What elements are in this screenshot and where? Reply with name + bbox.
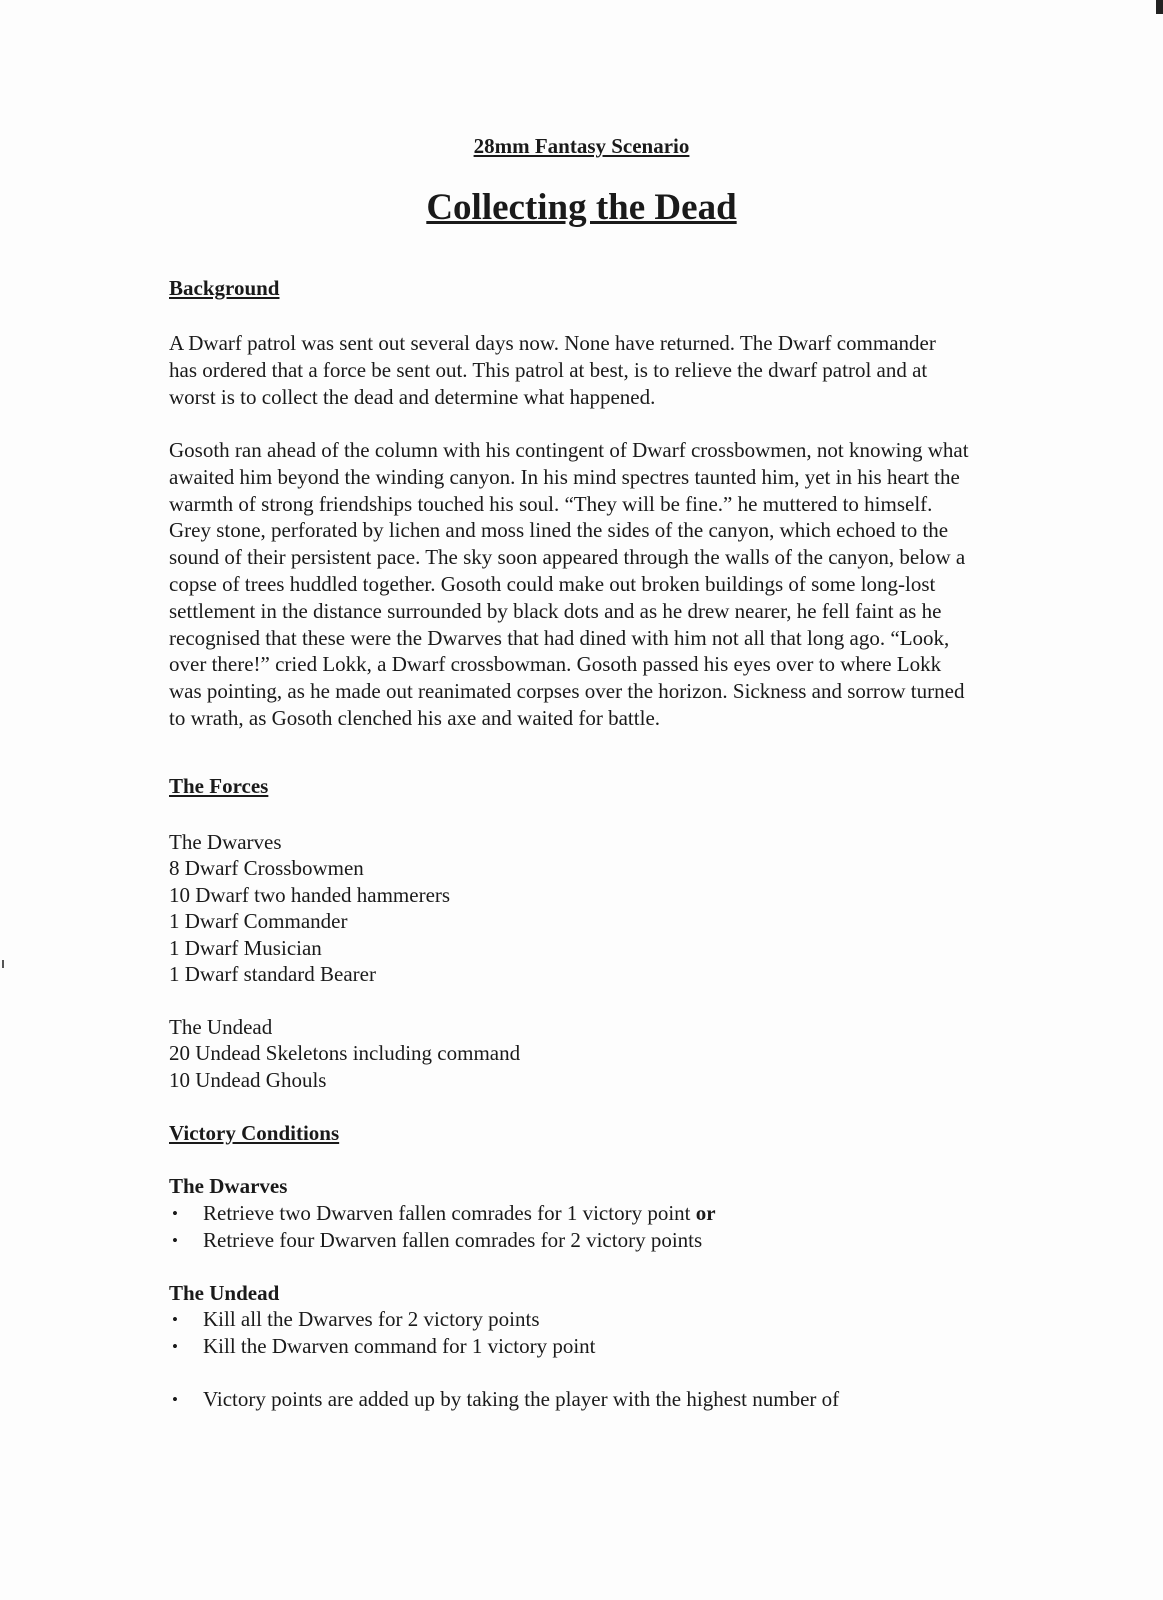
bullet-text: Kill the Dwarven command for 1 victory point [203, 1334, 596, 1358]
forces-dwarves-title: The Dwarves [169, 830, 282, 854]
background-paragraph-2: Gosoth ran ahead of the column with his contingent of Dwarf crossbowmen, not knowing what awaited him beyond the winding canyon. In his mind spectres taunted him, yet in his heart the warmth of strong friendships touched his soul. “They will be fine.” he muttered to himself. Grey stone, perforated by lichen and moss lined the sides of the canyon, which echoed to the sound of their persistent pace. The sky soon appeared through the walls of the canyon, below a copse of trees huddled together. Gosoth could make out broken buildings of some long-lost settlement in the distance surrounded by black dots and as he drew nearer, he fell faint as he recognised that these were the Dwarves that had dined with him not all that long ago. “Look, over there!” cried Lokk, a Dwarf crossbowman. Gosoth passed his eyes over to where Lokk was pointing, as he made out reanimated corpses over the horizon. Sickness and sorrow turned to wrath, as Gosoth clenched his axe and waited for battle. [169, 438, 969, 730]
section-heading-forces: The Forces [169, 774, 269, 798]
background-paragraph-1: A Dwarf patrol was sent out several days now. None have returned. The Dwarf commander has ordered that a force be sent out. This patrol at best, is to relieve the dwarf patrol and at worst is to collect the dead and determine what happened. [169, 331, 936, 409]
victory-points-bullet [169, 1387, 839, 1412]
victory-undead-subheading: The Undead [169, 1281, 280, 1305]
scan-edge-mark [1156, 0, 1163, 14]
section-heading-background: Background [169, 276, 280, 300]
forces-undead-unit: 20 Undead Skeletons including command [169, 1041, 521, 1065]
bullet-text: Retrieve four Dwarven fallen comrades for 2 victory points [203, 1228, 703, 1252]
document-subtitle: 28mm Fantasy Scenario [473, 134, 690, 158]
document-title: Collecting the Dead [426, 187, 737, 228]
victory-dwarves-bullet [169, 1228, 702, 1253]
forces-dwarf-unit: 1 Dwarf standard Bearer [169, 962, 376, 986]
bullet-icon [169, 1307, 203, 1332]
forces-dwarf-unit: 1 Dwarf Musician [169, 936, 322, 960]
bullet-icon [169, 1334, 203, 1359]
forces-undead-title: The Undead [169, 1015, 273, 1039]
victory-undead-bullet [169, 1334, 596, 1359]
bullet-text: Kill all the Dwarves for 2 victory points [203, 1307, 540, 1331]
bullet-text: Victory points are added up by taking the player with the highest number of [203, 1387, 840, 1411]
bullet-icon [169, 1201, 203, 1226]
bullet-text: Retrieve two Dwarven fallen comrades for 1 victory point [203, 1201, 691, 1225]
bullet-icon [169, 1228, 203, 1253]
victory-dwarves-subheading: The Dwarves [169, 1174, 288, 1198]
section-heading-victory-conditions: Victory Conditions [169, 1121, 340, 1145]
forces-dwarf-unit: 8 Dwarf Crossbowmen [169, 856, 364, 880]
forces-dwarf-unit: 10 Dwarf two handed hammerers [169, 883, 451, 907]
forces-dwarf-unit: 1 Dwarf Commander [169, 909, 348, 933]
forces-undead-unit: 10 Undead Ghouls [169, 1068, 327, 1092]
victory-undead-bullet [169, 1307, 540, 1332]
bullet-icon [169, 1387, 203, 1412]
bullet-text-bold: or [695, 1201, 716, 1225]
scan-edge-mark [2, 960, 4, 968]
victory-dwarves-bullet [169, 1201, 716, 1226]
